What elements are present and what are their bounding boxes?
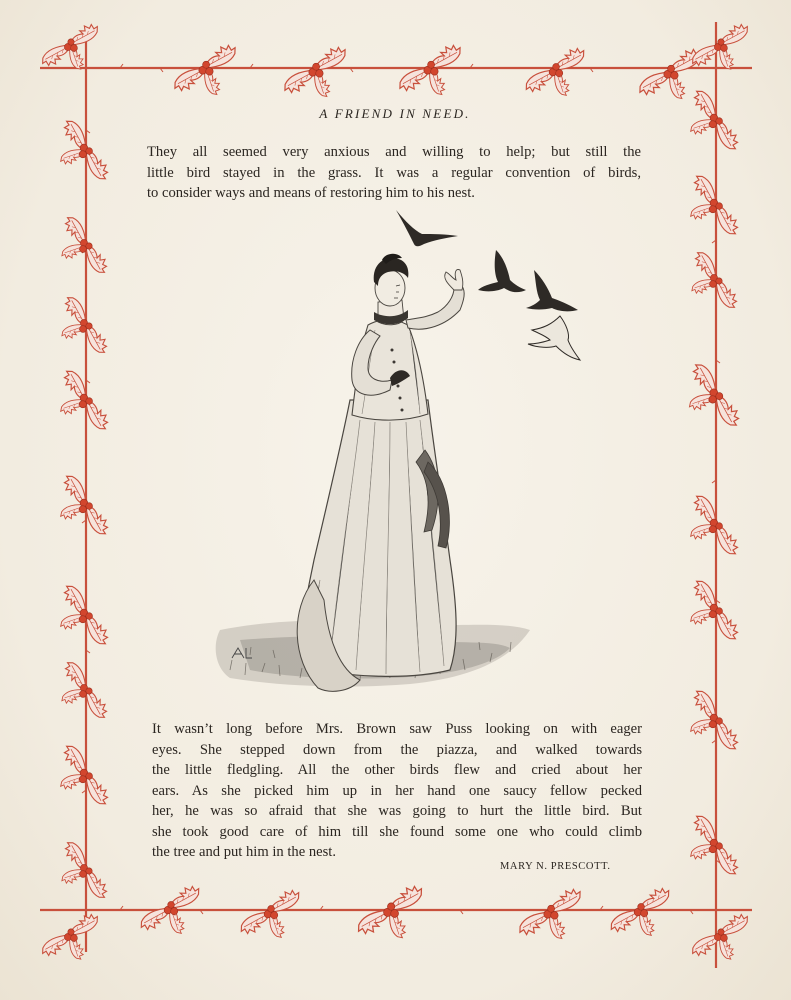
paragraph-1-line: little bird stayed in the grass. It was a regular convention of birds,: [147, 164, 641, 181]
woman-with-birds-illustration: [210, 200, 590, 710]
paragraph-2-line: she took good care of him till she found some one who could climb: [152, 823, 642, 840]
paragraph-2: [152, 719, 642, 863]
paragraph-2-line: It wasn’t long before Mrs. Brown saw Puss looking on with eager: [152, 721, 642, 737]
paragraph-1-line: to consider ways and means of restoring him to his nest.: [147, 185, 475, 201]
page-title: A FRIEND IN NEED.: [319, 106, 471, 121]
woman-figure: [297, 254, 464, 692]
paragraph-2-line: the tree and put him in the nest.: [152, 844, 336, 860]
paragraph-1-line: They all seemed very anxious and willing to help; but still the: [147, 144, 641, 160]
paragraph-2-line: her, he was so afraid that she was going to hurt the little bird. But: [152, 803, 642, 819]
paragraph-2-line: eyes. She stepped down from the piazza, and walked towards: [152, 741, 642, 758]
paragraph-2-line: the little fledgling. All the other birds flew and cried about her: [152, 762, 642, 778]
paragraph-2-line: ears. As she picked him up in her hand one saucy fellow pecked: [152, 782, 642, 799]
author-name: MARY N. PRESCOTT.: [500, 861, 611, 872]
paragraph-1: [147, 142, 641, 204]
birds: [396, 210, 580, 360]
